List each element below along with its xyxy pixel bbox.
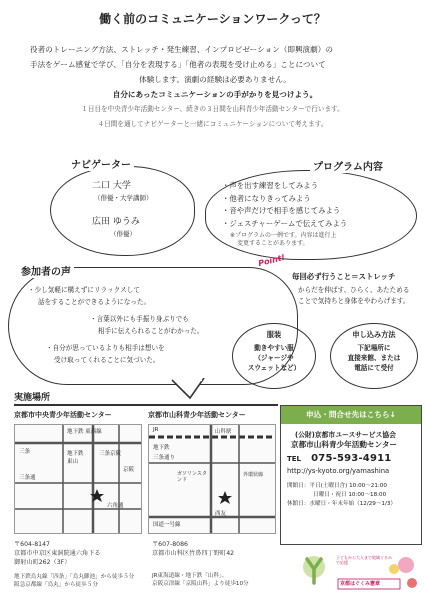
- venue-divider: [14, 404, 278, 406]
- address-line: 〒607-8086: [152, 541, 188, 548]
- map-label: JR: [153, 427, 159, 433]
- access-line: JR東海道線・地下鉄「山科」、: [152, 573, 228, 580]
- stretch-line: ことで気持ちと身体をやわらげます。: [298, 297, 410, 305]
- program-heading: プログラム内容: [310, 158, 386, 173]
- apply-heading: 申し込み方法: [352, 330, 396, 339]
- address-yamashina: [152, 540, 249, 588]
- hours-line: 開館日：平日(土曜日含) 10:00〜21:00: [287, 483, 387, 489]
- page-title: 働く前のコミュニケーションワークって？: [99, 12, 326, 26]
- dress-line: スウェットなど）: [247, 364, 301, 372]
- navigator-name: 二口 大学: [92, 181, 131, 191]
- intro-line: 体験します。演劇の経験は必要ありません。: [139, 75, 291, 84]
- hours-block: [287, 482, 415, 509]
- dress-line: 動きやすい服: [254, 344, 294, 352]
- map-label: 外環状線: [243, 472, 264, 478]
- contact-tel-row[interactable]: [287, 454, 415, 464]
- map-label: 三条京阪: [99, 451, 122, 457]
- program-item: ・ジェスチャーゲームで伝えてみよう: [222, 218, 348, 228]
- dress-heading: 服装: [266, 330, 282, 339]
- venue-name: 京都市山科青少年活動センター: [148, 411, 246, 419]
- navigator-role: （俳優）: [110, 230, 136, 238]
- voices-heading: 参加者の声: [18, 263, 74, 278]
- tel-label: TEL: [287, 455, 302, 463]
- bubble-tail-icon: [170, 378, 210, 400]
- hagukumi-banner: [336, 553, 422, 591]
- dress-oval: [232, 323, 316, 389]
- apply-line: 直接来館、または: [347, 354, 401, 362]
- program-item: ・他者になりきってみよう: [222, 193, 311, 203]
- intro-note: ４日間を通してナビゲーターと一緒にコミュニケーションについて考えます。: [97, 120, 328, 128]
- banner-text: 子どもから大人まで地域ぐるみで応援: [336, 555, 392, 565]
- program-note-line: ※プログラムの一例です。内容は進行上: [230, 232, 337, 239]
- program-list: [222, 180, 347, 230]
- navigator-name: 広田 ゆうみ: [92, 217, 140, 227]
- voice-item: 話をすることができるようになった。: [38, 298, 151, 306]
- venue-name: 京都市中央青少年活動センター: [14, 411, 112, 419]
- voice-item: ・少し気軽に構えずにリラックスして: [28, 286, 140, 294]
- contact-box: [280, 405, 422, 545]
- intro-note: １日目を中央青少年活動センター、続きの３日間を山科青少年活動センターで行います。: [81, 105, 344, 113]
- intro-line: 手法をゲーム感覚で学び、「自分を表現する」「他者の表現を受け止める」ことについて: [30, 60, 326, 69]
- map-label: 地下鉄: [153, 445, 170, 451]
- map-chuo: [14, 424, 142, 534]
- y-logo-icon: [300, 555, 328, 589]
- youth-service-logo: [300, 555, 328, 589]
- map-label: ガソリンスタンド: [177, 471, 207, 483]
- program-item: ・声を出す練習をしてみよう: [222, 181, 319, 190]
- navigator-person: [92, 178, 153, 202]
- address-line: 〒604-8147: [14, 541, 50, 548]
- hours-line: 休館日：水曜日・年末年始（12/29〜1/3）: [287, 501, 397, 507]
- map-yamashina: [148, 424, 276, 534]
- map-label: 六角通: [107, 503, 124, 509]
- venue-heading: 実施場所: [14, 393, 51, 403]
- program-item: ・音や声だけで相手を感じてみよう: [222, 206, 341, 215]
- stretch-line: からだを伸ばす、ひらく、あたためる: [298, 286, 410, 294]
- navigator-person: [92, 214, 140, 238]
- voice-item: ・言葉以外にも手振り身ぶりでも: [90, 315, 189, 323]
- contact-url[interactable]: http://ys-kyoto.org/yamashina: [287, 467, 390, 475]
- voices-list: [28, 284, 204, 366]
- map-label: 三条通: [19, 475, 36, 481]
- apply-line: 電話にて受付: [354, 364, 394, 372]
- stretch-heading: 毎回必ず行うこと＝ストレッチ: [292, 272, 396, 281]
- access-line: 地下鉄烏丸線「四条」「烏丸御池」から徒歩５分: [14, 573, 135, 580]
- map-yamashina-drawing: [149, 425, 276, 534]
- intro-line: 自分にあったコミュニケーションの手がかりを見つけよう。: [112, 90, 318, 99]
- map-label: 三条: [19, 449, 31, 455]
- hours-line: 日曜日・祝日 10:00〜18:00: [313, 492, 387, 498]
- map-label: 西友: [215, 511, 227, 517]
- point-badge: Point!: [257, 252, 286, 269]
- contact-body: [281, 424, 421, 509]
- stretch-block: [292, 271, 424, 307]
- address-line: 京都市中京区東洞院通六角下る: [14, 550, 101, 558]
- tel-number[interactable]: 075-593-4911: [311, 453, 392, 464]
- access-line: 京阪京津線「京阪山科」より徒歩10分: [152, 581, 249, 588]
- map-label: 国道一号線: [153, 522, 181, 528]
- map-label: 山科駅: [215, 429, 232, 435]
- apply-line: 下記場所に: [357, 344, 391, 352]
- intro-text: [30, 42, 400, 102]
- map-label: 京阪: [123, 467, 135, 473]
- map-label: 地下鉄: [67, 451, 84, 457]
- map-label: 三条通り: [153, 455, 176, 461]
- program-note-line: 変更することがあります。: [237, 240, 309, 247]
- voice-item: 相手に伝えられることがわかった。: [98, 327, 204, 335]
- navigator-role: （俳優・大学講師）: [94, 194, 153, 202]
- banner-title: 京都はぐくみ憲章: [340, 581, 381, 587]
- map-label: 地下鉄 東西線: [67, 429, 102, 435]
- access-line: 阪急京都線「烏丸」から徒歩５分: [14, 581, 98, 588]
- dress-line: （ジャージや: [254, 354, 294, 362]
- contact-heading: 申込・問合せ先はこちら↓: [281, 406, 421, 424]
- map-label: 東山: [67, 459, 79, 465]
- program-note: [230, 232, 337, 248]
- voice-item: 受け取ってくれることに気づいた。: [54, 356, 160, 364]
- apply-oval: [330, 323, 418, 389]
- intro-line: 役者のトレーニング方法、ストレッチ・発生練習、インプロビゼーション（即興演劇）の: [30, 45, 333, 54]
- contact-org: (公財)京都市ユースサービス協会: [295, 431, 396, 439]
- voice-item: ・自分が思っているよりも相手は想いを: [46, 344, 165, 352]
- contact-center: 京都市山科青少年活動センター: [291, 440, 398, 449]
- address-line: 京都市山科区竹鼻四丁野町42: [152, 550, 235, 558]
- address-chuo: [14, 540, 134, 589]
- navigator-heading: ナビゲーター: [68, 156, 134, 171]
- address-line: 御射山町262（3F）: [14, 559, 71, 567]
